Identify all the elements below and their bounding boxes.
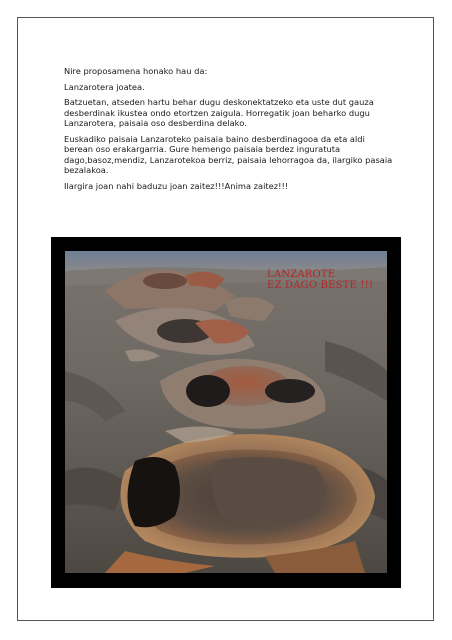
photo-caption (267, 269, 373, 291)
caption-title: LANZAROTE (267, 269, 336, 280)
volcano-photo (65, 251, 387, 573)
paragraph-landscape: Euskadiko paisaia Lanzaroteko paisaia baino desberdinagooa da eta aldi berean oso erakargarria. Gure hemengo paisaia berdez inguratuta dago,basoz,mendiz, Lanzarotekoa berriz, paisaia lehorragoa da, ilargiko pasaia bezalakoa. (64, 133, 393, 175)
paragraph-intro: Nire proposamena honako hau da: (64, 66, 208, 76)
paragraph-reason: Batzuetan, atseden hartu behar dugu deskonektatzeko eta uste dut gauza desberdinak ikustea ondo etortzen zaigula. Horregatik joan beharko dugu Lanzarotera, paisaia oso desberdina delako. (64, 97, 374, 128)
document-body (64, 66, 394, 196)
photo-frame (51, 237, 401, 588)
volcano-landscape-image (65, 251, 387, 573)
paragraph-proposal: Lanzarotera joatea. (64, 81, 145, 92)
caption-subtitle: EZ DAGO BESTE !!! (267, 280, 374, 291)
paragraph-closing: Ilargira joan nahi baduzu joan zaitez!!!Anima zaitez!!! (64, 180, 289, 191)
